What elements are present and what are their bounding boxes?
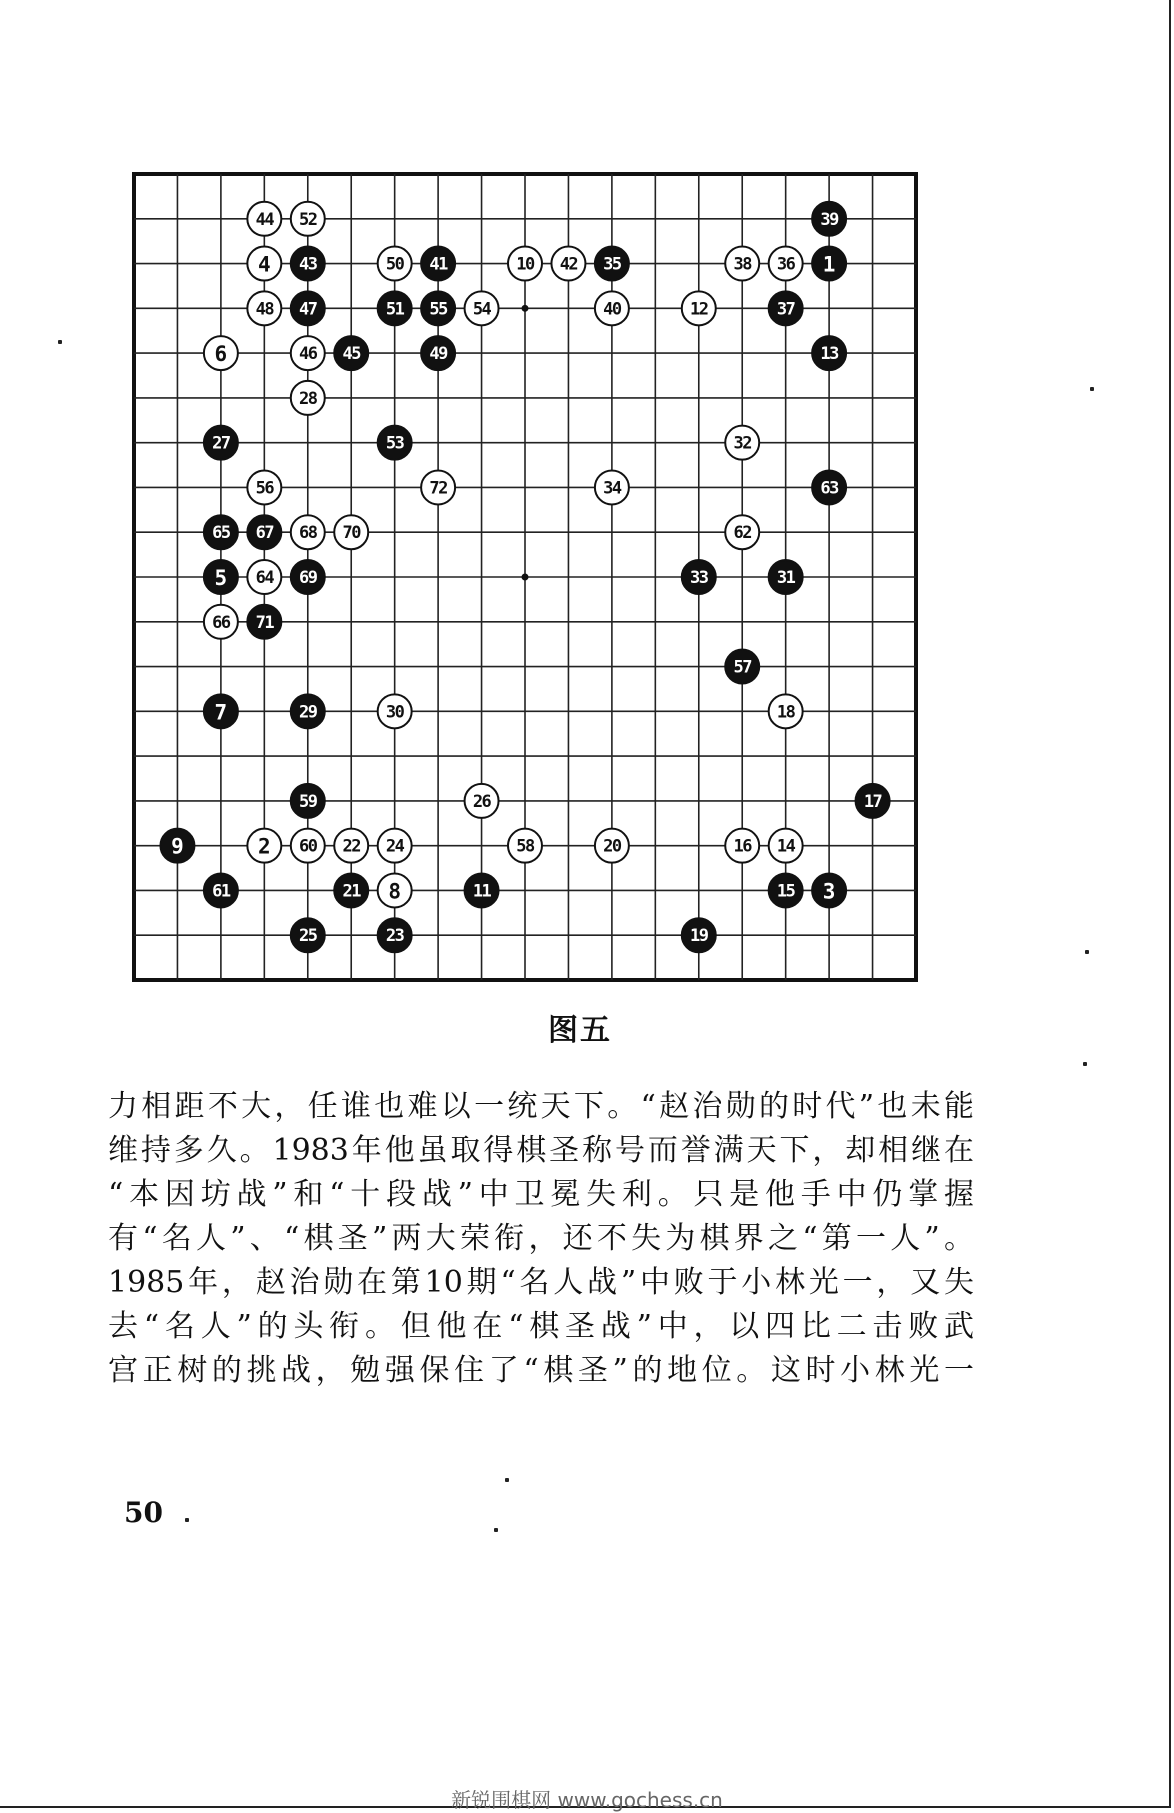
- text-line: 1985年，赵治勋在第10期“名人战”中败于小林光一，又失: [108, 1265, 974, 1300]
- move-number: 38: [733, 254, 751, 275]
- white-stone: [378, 247, 412, 281]
- black-stone: [291, 291, 325, 325]
- black-stone: [160, 829, 194, 863]
- move-number: 40: [603, 299, 621, 320]
- move-number: 55: [429, 299, 447, 320]
- move-number: 51: [385, 299, 404, 320]
- move-number: 69: [299, 568, 317, 588]
- move-number: 67: [255, 523, 274, 544]
- move-number: 72: [429, 478, 447, 499]
- move-number: 71: [255, 612, 274, 633]
- white-stone: [725, 247, 759, 281]
- black-stone: [334, 336, 368, 370]
- move-number: 32: [733, 433, 751, 454]
- black-stone: [378, 426, 412, 460]
- move-number: 62: [733, 523, 751, 544]
- white-stone: [595, 291, 629, 325]
- move-number: 57: [733, 657, 751, 678]
- move-number: 11: [472, 881, 491, 902]
- move-number: 46: [299, 344, 317, 365]
- text-line: 有“名人”、“棋圣”两大荣衔，还不失为棋界之“第一人”。: [108, 1221, 974, 1256]
- black-stone: [812, 873, 846, 907]
- white-stone: [204, 605, 238, 639]
- black-stone: [378, 291, 412, 325]
- move-number: 4: [258, 252, 271, 277]
- white-stone: [508, 247, 542, 281]
- move-number: 2: [258, 834, 271, 859]
- black-stone: [421, 291, 455, 325]
- move-number: 3: [822, 879, 836, 904]
- go-board-diagram: [130, 170, 920, 984]
- white-stone: [508, 829, 542, 863]
- black-stone: [682, 560, 716, 594]
- black-stone: [247, 515, 281, 549]
- white-stone: [465, 784, 499, 818]
- move-number: 26: [472, 791, 491, 812]
- star-point: [522, 305, 529, 312]
- move-number: 45: [342, 344, 360, 365]
- black-stone: [204, 560, 238, 594]
- move-number: 70: [342, 523, 360, 544]
- black-stone: [334, 873, 368, 907]
- black-stone: [291, 784, 325, 818]
- black-stone: [291, 694, 325, 728]
- scan-speck: [1085, 950, 1089, 954]
- scan-speck: [1083, 1062, 1087, 1066]
- move-number: 53: [385, 433, 404, 454]
- move-number: 21: [342, 881, 360, 902]
- white-stone: [334, 515, 368, 549]
- white-stone: [247, 291, 281, 325]
- figure-caption: 图五: [548, 1013, 612, 1048]
- move-number: 29: [299, 702, 317, 723]
- move-number: 56: [255, 478, 274, 499]
- white-stone: [291, 381, 325, 415]
- black-stone: [421, 247, 455, 281]
- white-stone: [769, 694, 803, 728]
- move-number: 50: [385, 254, 404, 275]
- black-stone: [595, 247, 629, 281]
- move-number: 15: [776, 881, 795, 902]
- body-text: [108, 1085, 974, 1393]
- move-number: 54: [472, 299, 491, 320]
- move-number: 7: [214, 700, 228, 725]
- white-stone: [421, 470, 455, 504]
- star-point: [522, 574, 529, 581]
- move-number: 9: [171, 834, 184, 859]
- black-stone: [769, 560, 803, 594]
- move-number: 34: [603, 478, 621, 499]
- move-number: 25: [299, 926, 317, 947]
- move-number: 35: [603, 254, 621, 275]
- white-stone: [291, 202, 325, 236]
- white-stone: [378, 829, 412, 863]
- move-number: 23: [385, 926, 404, 947]
- move-number: 63: [820, 478, 838, 499]
- white-stone: [247, 247, 281, 281]
- black-stone: [812, 470, 846, 504]
- move-number: 1: [822, 252, 836, 277]
- text-line: 维持多久。1983年他虽取得棋圣称号而誉满天下，却相继在: [108, 1133, 974, 1168]
- white-stone: [465, 291, 499, 325]
- move-number: 33: [690, 568, 708, 588]
- move-number: 41: [429, 254, 447, 275]
- black-stone: [465, 873, 499, 907]
- white-stone: [725, 515, 759, 549]
- text-line: “本因坊战”和“十段战”中卫冕失利。只是他手中仍掌握: [108, 1177, 974, 1212]
- white-stone: [291, 829, 325, 863]
- white-stone: [334, 829, 368, 863]
- move-number: 30: [385, 702, 404, 723]
- move-number: 24: [385, 836, 404, 857]
- move-number: 61: [212, 881, 230, 902]
- move-number: 6: [214, 342, 228, 367]
- black-stone: [291, 247, 325, 281]
- white-stone: [291, 336, 325, 370]
- text-line: 宫正树的挑战，勉强保住了“棋圣”的地位。这时小林光一: [108, 1353, 974, 1388]
- move-number: 43: [299, 254, 317, 275]
- move-number: 18: [776, 702, 795, 723]
- move-number: 20: [603, 836, 621, 857]
- black-stone: [291, 560, 325, 594]
- white-stone: [247, 560, 281, 594]
- text-line: 力相距不大，任谁也难以一统天下。“赵治勋的时代”也未能: [108, 1089, 974, 1124]
- white-stone: [247, 202, 281, 236]
- move-number: 52: [299, 209, 317, 230]
- move-number: 22: [342, 836, 360, 857]
- black-stone: [204, 694, 238, 728]
- move-number: 13: [820, 344, 838, 365]
- black-stone: [291, 918, 325, 952]
- move-number: 19: [690, 926, 708, 947]
- black-stone: [421, 336, 455, 370]
- move-number: 5: [214, 566, 228, 590]
- white-stone: [551, 247, 585, 281]
- move-number: 68: [299, 523, 317, 544]
- white-stone: [595, 470, 629, 504]
- text-line: 去“名人”的头衔。但他在“棋圣战”中，以四比二击败武: [108, 1309, 974, 1344]
- white-stone: [682, 291, 716, 325]
- scan-speck: [58, 340, 62, 344]
- white-stone: [769, 247, 803, 281]
- scan-speck: [505, 1478, 509, 1482]
- move-number: 64: [255, 568, 274, 588]
- move-number: 28: [299, 388, 317, 409]
- black-stone: [204, 873, 238, 907]
- move-number: 16: [733, 836, 751, 857]
- footer-watermark: 新锐围棋网 www.gochess.cn: [451, 1788, 723, 1812]
- move-number: 44: [255, 209, 274, 230]
- move-number: 8: [388, 879, 401, 904]
- move-number: 66: [212, 612, 230, 633]
- scan-speck: [494, 1528, 498, 1532]
- white-stone: [291, 515, 325, 549]
- move-number: 59: [299, 791, 317, 812]
- black-stone: [769, 873, 803, 907]
- move-number: 60: [299, 836, 317, 857]
- page-number: 50: [124, 1496, 163, 1529]
- black-stone: [812, 247, 846, 281]
- move-number: 37: [776, 299, 795, 320]
- scan-speck: [1090, 387, 1094, 391]
- black-stone: [204, 426, 238, 460]
- black-stone: [682, 918, 716, 952]
- white-stone: [204, 336, 238, 370]
- white-stone: [247, 829, 281, 863]
- move-number: 10: [516, 254, 534, 275]
- move-number: 36: [776, 254, 795, 275]
- black-stone: [812, 202, 846, 236]
- white-stone: [595, 829, 629, 863]
- move-number: 49: [429, 344, 447, 365]
- white-stone: [378, 694, 412, 728]
- black-stone: [247, 605, 281, 639]
- white-stone: [378, 873, 412, 907]
- black-stone: [812, 336, 846, 370]
- white-stone: [725, 829, 759, 863]
- black-stone: [204, 515, 238, 549]
- move-number: 27: [212, 433, 230, 454]
- black-stone: [769, 291, 803, 325]
- black-stone: [725, 650, 759, 684]
- white-stone: [247, 470, 281, 504]
- move-number: 17: [863, 791, 882, 812]
- black-stone: [856, 784, 890, 818]
- move-number: 39: [820, 209, 838, 230]
- scan-speck: [185, 1518, 189, 1522]
- move-number: 47: [299, 299, 317, 320]
- move-number: 42: [559, 254, 578, 275]
- move-number: 12: [690, 299, 708, 320]
- move-number: 31: [776, 568, 795, 588]
- move-number: 14: [776, 836, 795, 857]
- white-stone: [725, 426, 759, 460]
- move-number: 65: [212, 523, 230, 544]
- move-number: 58: [516, 836, 534, 857]
- white-stone: [769, 829, 803, 863]
- black-stone: [378, 918, 412, 952]
- move-number: 48: [255, 299, 274, 320]
